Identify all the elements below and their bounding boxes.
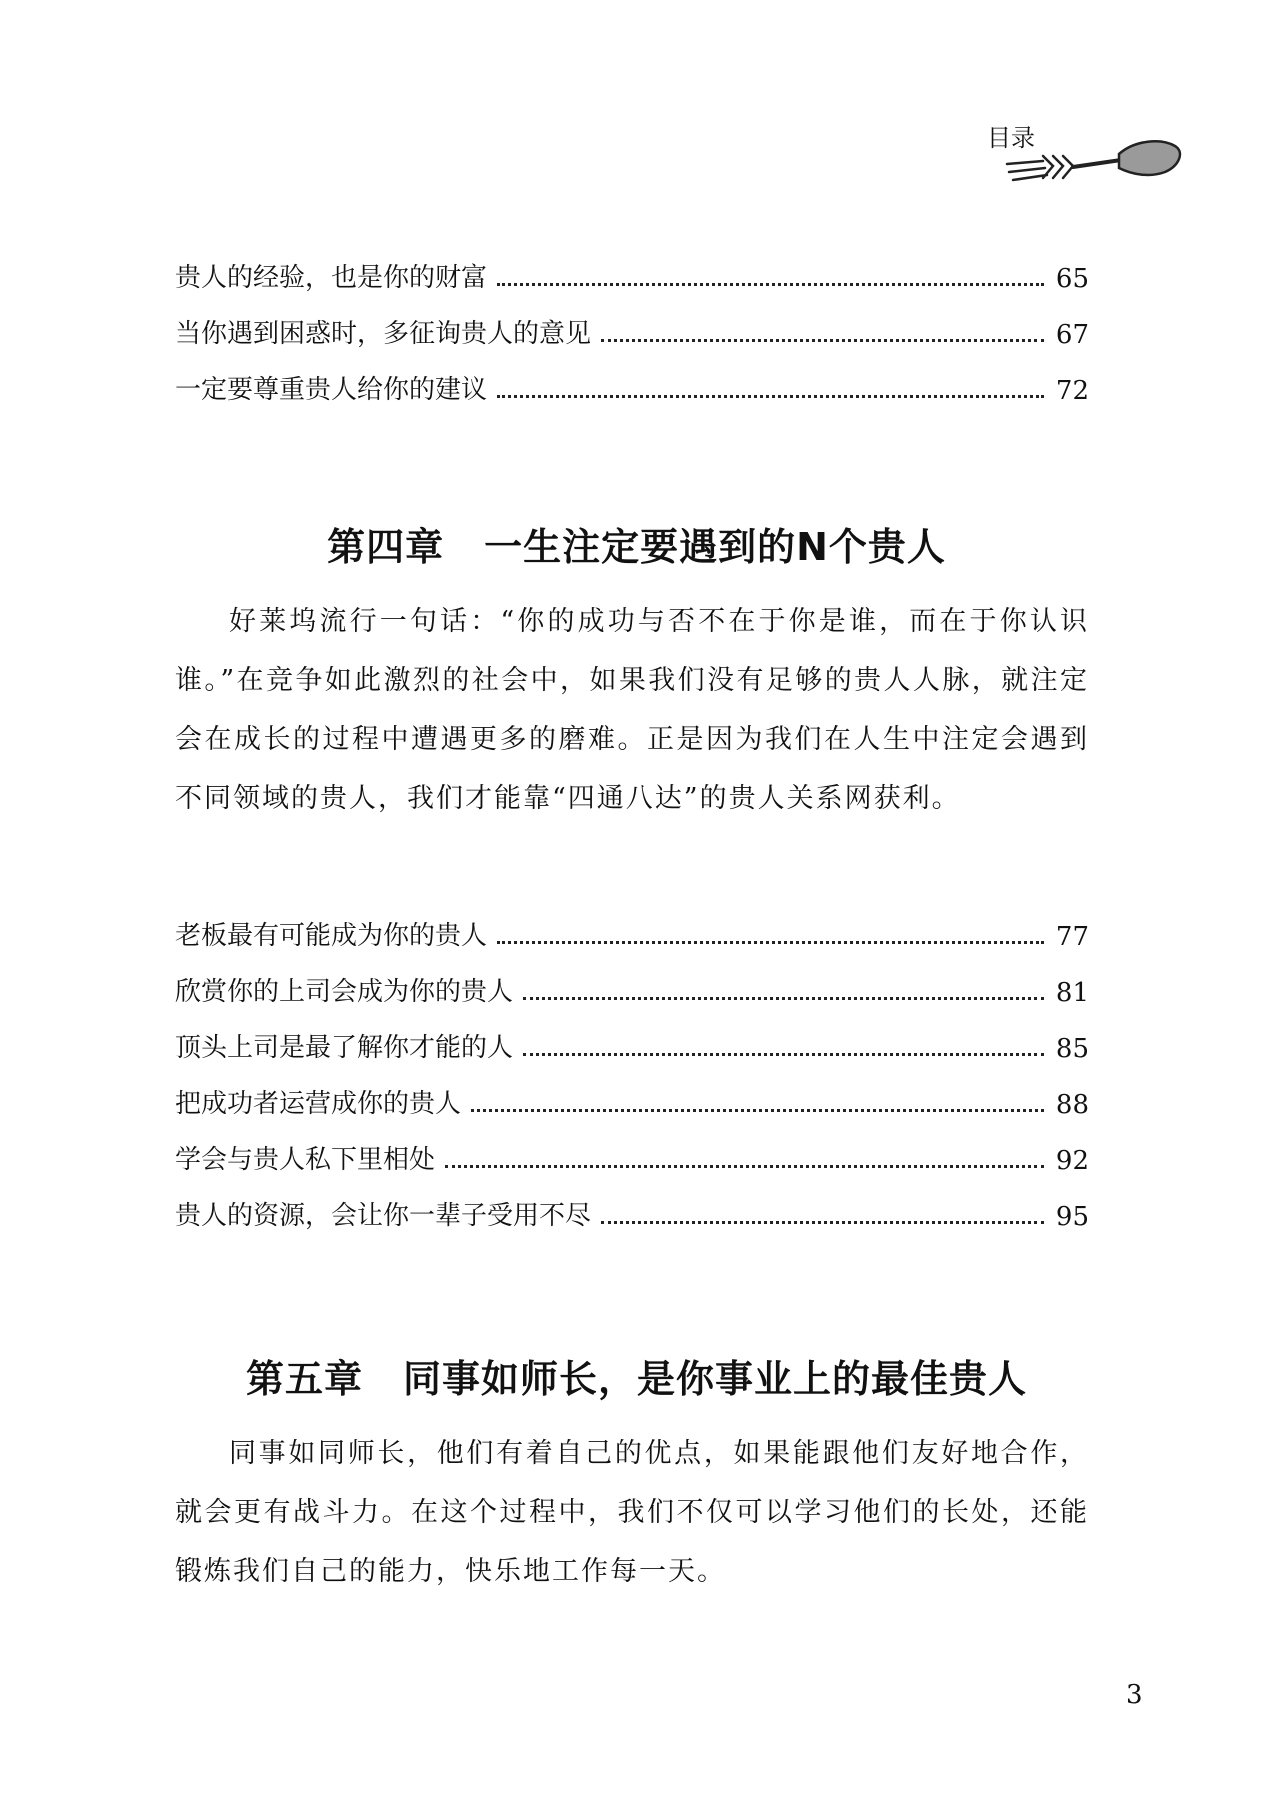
toc-entry-title: 欣赏你的上司会成为你的贵人 xyxy=(175,977,514,1007)
chapter-5-intro: 同事如同师长，他们有着自己的优点，如果能跟他们友好地合作，就会更有战斗力。在这个过程中，我们不仅可以学习他们的长处，还能锻炼我们自己的能力，快乐地工作每一天。 xyxy=(175,1438,1089,1587)
leader-dots xyxy=(497,941,1044,944)
page-number: 3 xyxy=(1126,1680,1143,1710)
toc-entry-title: 顶头上司是最了解你才能的人 xyxy=(175,1033,514,1063)
toc-entry-page: 88 xyxy=(1055,1090,1089,1120)
toc-entry-page: 72 xyxy=(1055,376,1089,406)
chapter-5-name: 同事如师长，是你事业上的最佳贵人 xyxy=(403,1357,1028,1401)
toc-entry-page: 81 xyxy=(1055,978,1089,1008)
chapter-4-heading xyxy=(0,516,1273,571)
chapter-5-heading xyxy=(0,1348,1273,1403)
leader-dots xyxy=(601,339,1044,342)
leader-dots xyxy=(601,1221,1044,1224)
chapter-4-number: 第四章 xyxy=(327,525,445,569)
leader-dots xyxy=(497,395,1044,398)
toc-entry[interactable] xyxy=(175,350,1089,406)
header-label: 目录 xyxy=(987,124,1035,152)
toc-entry[interactable] xyxy=(175,952,1089,1008)
toc-entry-title: 贵人的资源，会让你一辈子受用不尽 xyxy=(175,1201,592,1231)
leader-dots xyxy=(445,1165,1044,1168)
chapter-4-intro: 好莱坞流行一句话：“你的成功与否不在于你是谁，而在于你认识谁。”在竞争如此激烈的社会中，如果我们没有足够的贵人人脉，就注定会在成长的过程中遭遇更多的磨难。正是因为我们在人生中注定会遇到不同领域的贵人，我们才能靠“四通八达”的贵人关系网获利。 xyxy=(175,606,1089,814)
running-header xyxy=(975,110,1195,190)
toc-entry[interactable] xyxy=(175,1176,1089,1232)
leader-dots xyxy=(471,1109,1044,1112)
leader-dots xyxy=(523,1053,1044,1056)
leader-dots xyxy=(523,997,1044,1000)
toc-entry-title: 一定要尊重贵人给你的建议 xyxy=(175,375,488,405)
toc-entry[interactable] xyxy=(175,1064,1089,1120)
leader-dots xyxy=(497,283,1044,286)
toc-entry[interactable] xyxy=(175,1008,1089,1064)
toc-list-top xyxy=(175,238,1089,406)
toc-entry-title: 学会与贵人私下里相处 xyxy=(175,1145,436,1175)
toc-entry[interactable] xyxy=(175,896,1089,952)
toc-list-chapter-4 xyxy=(175,896,1089,1232)
toc-entry-page: 95 xyxy=(1055,1202,1089,1232)
toc-entry-title: 当你遇到困惑时，多征询贵人的意见 xyxy=(175,319,592,349)
toc-entry[interactable] xyxy=(175,294,1089,350)
toc-entry-title: 把成功者运营成你的贵人 xyxy=(175,1089,462,1119)
toc-entry-title: 贵人的经验，也是你的财富 xyxy=(175,263,488,293)
chapter-4-name: 一生注定要遇到的N个贵人 xyxy=(484,525,946,569)
toc-entry-title: 老板最有可能成为你的贵人 xyxy=(175,921,488,951)
toc-entry[interactable] xyxy=(175,238,1089,294)
toc-entry[interactable] xyxy=(175,1120,1089,1176)
toc-entry-page: 65 xyxy=(1055,264,1089,294)
arrow-icon xyxy=(1003,132,1193,188)
toc-entry-page: 77 xyxy=(1055,922,1089,952)
toc-entry-page: 67 xyxy=(1055,320,1089,350)
toc-entry-page: 92 xyxy=(1055,1146,1089,1176)
chapter-5-number: 第五章 xyxy=(245,1357,363,1401)
toc-entry-page: 85 xyxy=(1055,1034,1089,1064)
